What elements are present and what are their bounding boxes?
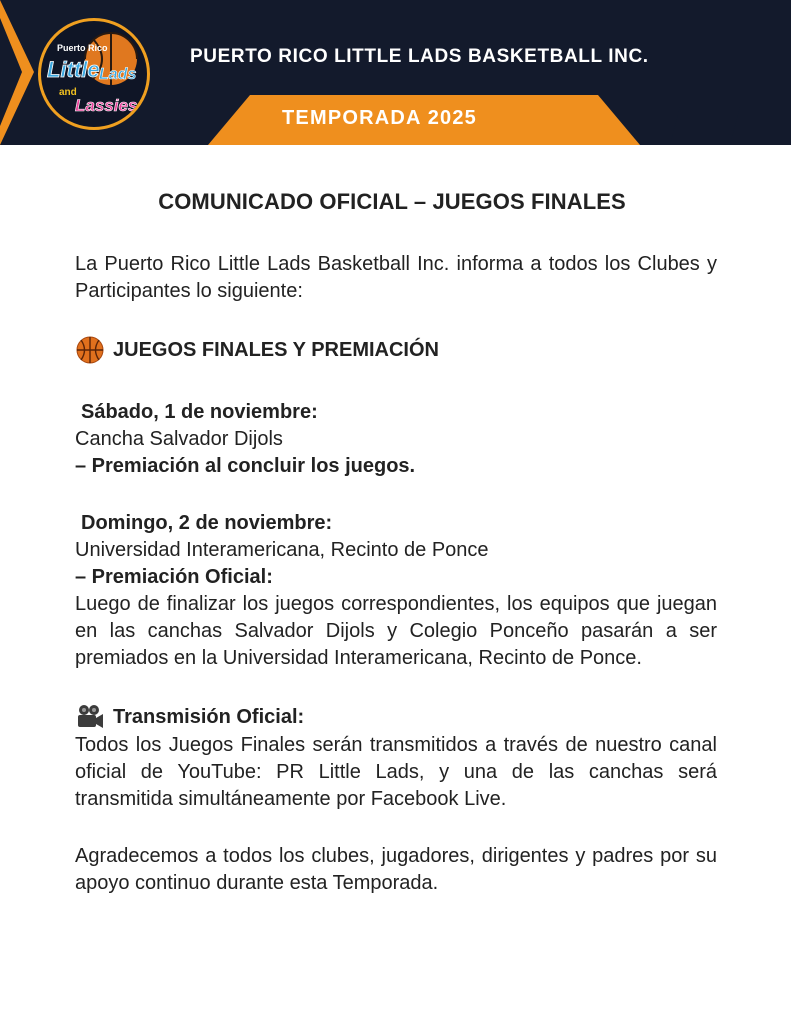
day2-note: – Premiación Oficial: (75, 566, 273, 588)
organization-name: PUERTO RICO LITTLE LADS BASKETBALL INC. (190, 46, 649, 67)
logo-text-lassies: Lassies (75, 96, 138, 115)
day2-detail: Luego de finalizar los juegos correspondientes, los equipos que juegan en las canchas Salvador Dijols y Colegio Ponceño pasarán a ser premiados en la Universidad Interamericana, Recinto de Ponce. (75, 593, 717, 669)
day2-venue: Universidad Interamericana, Recinto de Ponce (75, 539, 489, 561)
closing-paragraph: Agradecemos a todos los clubes, jugadores, dirigentes y padres por su apoyo continuo durante esta Temporada. (75, 845, 717, 894)
section-finals-heading (75, 335, 717, 365)
day1-note: – Premiación al concluir los juegos. (75, 455, 416, 477)
section-broadcast-title: Transmisión Oficial: (113, 705, 305, 728)
basketball-icon (75, 335, 105, 365)
header-banner (0, 0, 791, 145)
section-broadcast-heading (75, 702, 717, 732)
day1-date: Sábado, 1 de noviembre: (81, 401, 318, 423)
intro-paragraph: La Puerto Rico Little Lads Basketball Inc. informa a todos los Clubes y Participantes lo siguiente: (75, 253, 717, 302)
logo-text-puerto-rico: Puerto Rico (57, 43, 108, 53)
day2-date: Domingo, 2 de noviembre: (81, 512, 333, 534)
season-label: TEMPORADA 2025 (282, 107, 477, 129)
broadcast-paragraph: Todos los Juegos Finales serán transmitidos a través de nuestro canal oficial de YouTube: PR Little Lads, y una de las canchas será transmitida simultáneamente por Facebook Live. (75, 734, 717, 810)
day1-venue: Cancha Salvador Dijols (75, 428, 283, 450)
movie-camera-icon (75, 702, 105, 732)
logo-text-and: and (59, 87, 77, 98)
document-title: COMUNICADO OFICIAL – JUEGOS FINALES (158, 189, 626, 214)
document-body (75, 180, 717, 897)
logo-text-little: Little (47, 57, 100, 82)
logo-text-lads: Lads (99, 66, 137, 83)
section-finals-title: JUEGOS FINALES Y PREMIACIÓN (113, 338, 439, 361)
